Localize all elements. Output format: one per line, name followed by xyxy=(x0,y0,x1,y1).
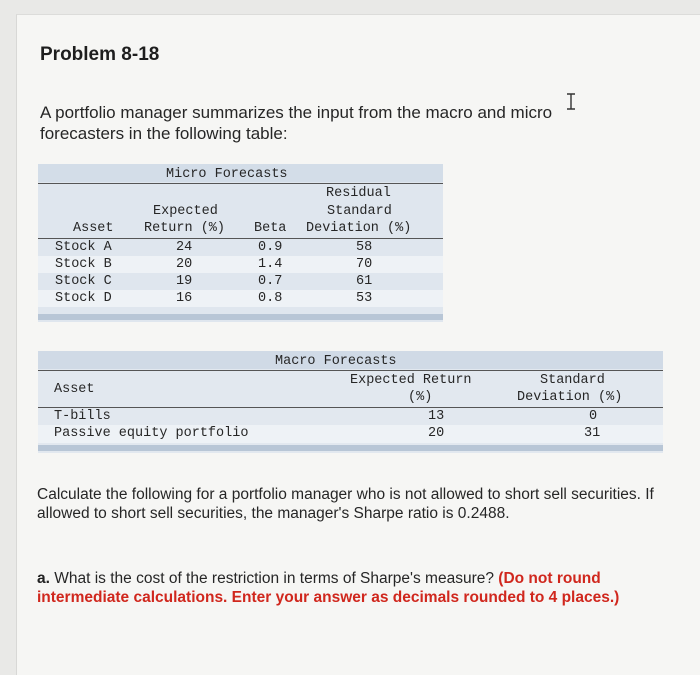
row-sd: 31 xyxy=(584,426,601,441)
table-row xyxy=(38,408,663,426)
row-sd: 58 xyxy=(356,240,373,255)
table-row xyxy=(38,239,443,256)
header-beta: Beta xyxy=(254,221,287,236)
row-return: 19 xyxy=(176,274,193,289)
row-asset: Passive equity portfolio xyxy=(54,426,249,441)
micro-table-title: Micro Forecasts xyxy=(166,167,288,182)
row-beta: 0.8 xyxy=(258,291,283,306)
instruction-text: Calculate the following for a portfolio manager who is not allowed to short sell securities. If allowed to short sell securities, the manager's Sharpe ratio is 0.2488. xyxy=(37,486,654,522)
table-row xyxy=(38,290,443,307)
table-row xyxy=(38,256,443,273)
row-asset: Stock A xyxy=(55,240,112,255)
macro-table-title: Macro Forecasts xyxy=(275,354,397,369)
row-sd: 70 xyxy=(356,257,373,272)
row-asset: Stock C xyxy=(55,274,112,289)
header-standard: Standard xyxy=(540,373,605,388)
row-asset: Stock D xyxy=(55,291,112,306)
header-deviation: Deviation (%) xyxy=(306,221,412,236)
header-expected: Expected xyxy=(153,204,218,219)
row-asset: T-bills xyxy=(54,409,111,424)
row-return: 20 xyxy=(176,257,193,272)
table-row xyxy=(38,273,443,290)
row-return: 16 xyxy=(176,291,193,306)
header-asset: Asset xyxy=(54,382,95,397)
row-asset: Stock B xyxy=(55,257,112,272)
problem-title: Problem 8-18 xyxy=(40,44,160,65)
part-a-note: (Do not round intermediate calculations. Enter your answer as decimals rounded to 4 places.) xyxy=(37,570,620,606)
header-asset: Asset xyxy=(73,221,114,236)
header-deviation: Deviation (%) xyxy=(517,390,623,405)
macro-forecasts-table xyxy=(38,351,663,453)
table-row xyxy=(38,425,663,443)
micro-forecasts-table xyxy=(38,164,443,322)
row-return: 13 xyxy=(428,409,445,424)
row-sd: 61 xyxy=(356,274,373,289)
part-a-question xyxy=(37,569,667,607)
header-expected-return: Expected Return xyxy=(350,373,472,388)
header-standard: Standard xyxy=(327,204,392,219)
part-a-text: What is the cost of the restriction in terms of Sharpe's measure? xyxy=(54,570,494,587)
intro-text: A portfolio manager summarizes the input from the macro and micro forecasters in the following table: xyxy=(40,103,553,143)
header-residual: Residual xyxy=(326,186,391,201)
header-return: Return (%) xyxy=(144,221,226,236)
row-beta: 0.7 xyxy=(258,274,283,289)
header-percent: (%) xyxy=(408,390,433,405)
row-return: 24 xyxy=(176,240,193,255)
text-cursor-icon xyxy=(566,93,576,110)
row-sd: 0 xyxy=(589,409,598,424)
row-sd: 53 xyxy=(356,291,373,306)
row-return: 20 xyxy=(428,426,445,441)
row-beta: 0.9 xyxy=(258,240,283,255)
row-beta: 1.4 xyxy=(258,257,283,272)
part-a-label: a. xyxy=(37,570,50,587)
